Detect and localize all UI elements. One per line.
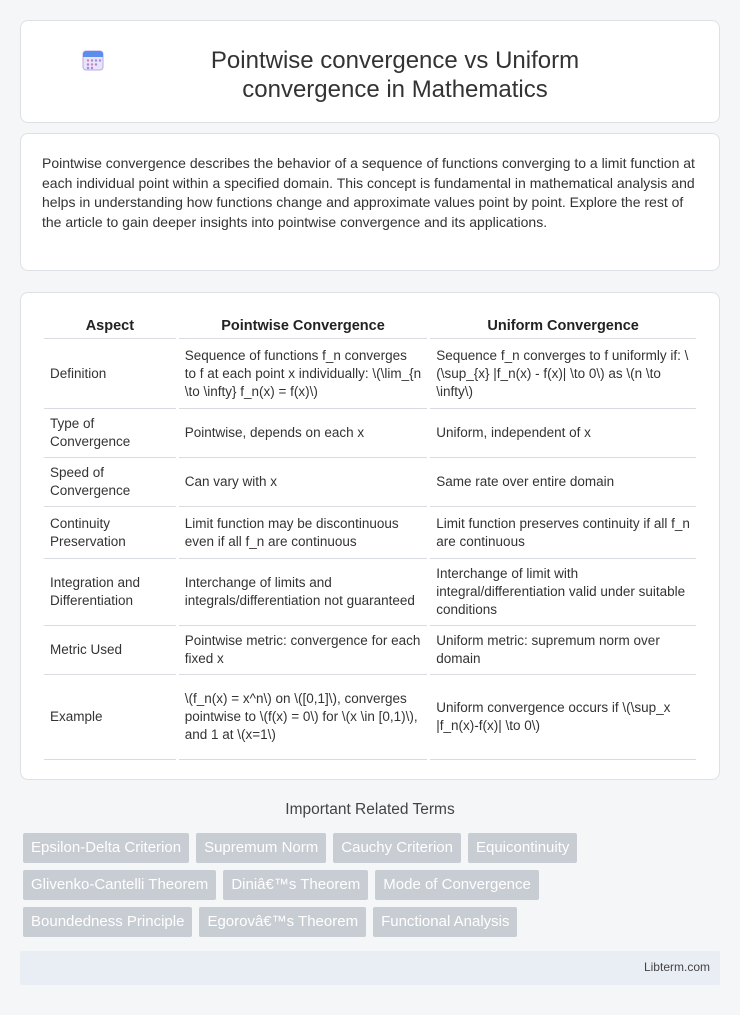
related-term-tag[interactable]: Egorovâ€™s Theorem	[199, 907, 366, 937]
table-cell-uniform: Same rate over entire domain	[430, 458, 696, 507]
comparison-table	[41, 315, 699, 760]
table-cell-aspect: Definition	[44, 339, 176, 409]
table-header-row	[44, 315, 696, 339]
header-card	[20, 20, 720, 123]
table-cell-aspect: Integration and Differentiation	[44, 559, 176, 626]
table-cell-aspect: Speed of Convergence	[44, 458, 176, 507]
table-cell-uniform: Limit function preserves continuity if all f_n are continuous	[430, 507, 696, 559]
intro-card	[20, 133, 720, 271]
table-row	[44, 559, 696, 626]
table-cell-uniform: Uniform metric: supremum norm over domain	[430, 626, 696, 675]
related-term-tag[interactable]: Equicontinuity	[468, 833, 577, 863]
column-header-uniform: Uniform Convergence	[430, 315, 696, 339]
comparison-table-card	[20, 292, 720, 780]
table-row	[44, 409, 696, 458]
table-cell-aspect: Example	[44, 675, 176, 760]
related-term-tag[interactable]: Functional Analysis	[373, 907, 517, 937]
table-cell-aspect: Continuity Preservation	[44, 507, 176, 559]
intro-paragraph: Pointwise convergence describes the behavior of a sequence of functions converging to a limit function at each individual point within a specified domain. This concept is fundamental in mathematical analysis and helps in understanding how functions change and approximate values point by point. Explore the rest of the article to gain deeper insights into pointwise convergence and its applications.	[42, 155, 695, 230]
related-term-tag[interactable]: Boundedness Principle	[23, 907, 192, 937]
footer	[20, 951, 720, 985]
table-cell-pointwise: Sequence of functions f_n converges to f at each point x individually: \(\lim_{n \to \infty} f_n(x) = f(x)\)	[179, 339, 428, 409]
table-row	[44, 626, 696, 675]
footer-brand-link[interactable]: Libterm.com	[643, 960, 710, 974]
table-cell-uniform: Sequence f_n converges to f uniformly if: \(\sup_{x} |f_n(x) - f(x)| \to 0\) as \(n \to \infty\)	[430, 339, 696, 409]
related-term-tag[interactable]: Supremum Norm	[196, 833, 326, 863]
related-term-tag[interactable]: Glivenko-Cantelli Theorem	[23, 870, 216, 900]
table-cell-uniform: Uniform, independent of x	[430, 409, 696, 458]
table-row	[44, 458, 696, 507]
column-header-aspect: Aspect	[44, 315, 176, 339]
related-term-tag[interactable]: Diniâ€™s Theorem	[223, 870, 368, 900]
table-cell-aspect: Type of Convergence	[44, 409, 176, 458]
table-cell-pointwise: Pointwise metric: convergence for each fixed x	[179, 626, 428, 675]
table-row	[44, 339, 696, 409]
table-row	[44, 675, 696, 760]
table-row	[44, 507, 696, 559]
table-cell-pointwise: Interchange of limits and integrals/differentiation not guaranteed	[179, 559, 428, 626]
table-cell-pointwise: \(f_n(x) = x^n\) on \([0,1]\), converges pointwise to \(f(x) = 0\) for \(x \in [0,1)\), and 1 at \(x=1\)	[179, 675, 428, 760]
related-term-tag[interactable]: Mode of Convergence	[375, 870, 539, 900]
related-term-tag[interactable]: Epsilon-Delta Criterion	[23, 833, 189, 863]
table-cell-uniform: Interchange of limit with integral/differentiation valid under suitable conditions	[430, 559, 696, 626]
table-cell-pointwise: Pointwise, depends on each x	[179, 409, 428, 458]
table-cell-pointwise: Limit function may be discontinuous even if all f_n are continuous	[179, 507, 428, 559]
table-cell-uniform: Uniform convergence occurs if \(\sup_x |f_n(x)-f(x)| \to 0\)	[430, 675, 696, 760]
related-terms-list	[23, 833, 713, 937]
page-title: Pointwise convergence vs Uniform convergence in Mathematics	[210, 47, 580, 103]
table-cell-pointwise: Can vary with x	[179, 458, 428, 507]
related-term-tag[interactable]: Cauchy Criterion	[333, 833, 461, 863]
column-header-pointwise: Pointwise Convergence	[179, 315, 428, 339]
related-terms-title: Important Related Terms	[285, 801, 455, 818]
table-cell-aspect: Metric Used	[44, 626, 176, 675]
